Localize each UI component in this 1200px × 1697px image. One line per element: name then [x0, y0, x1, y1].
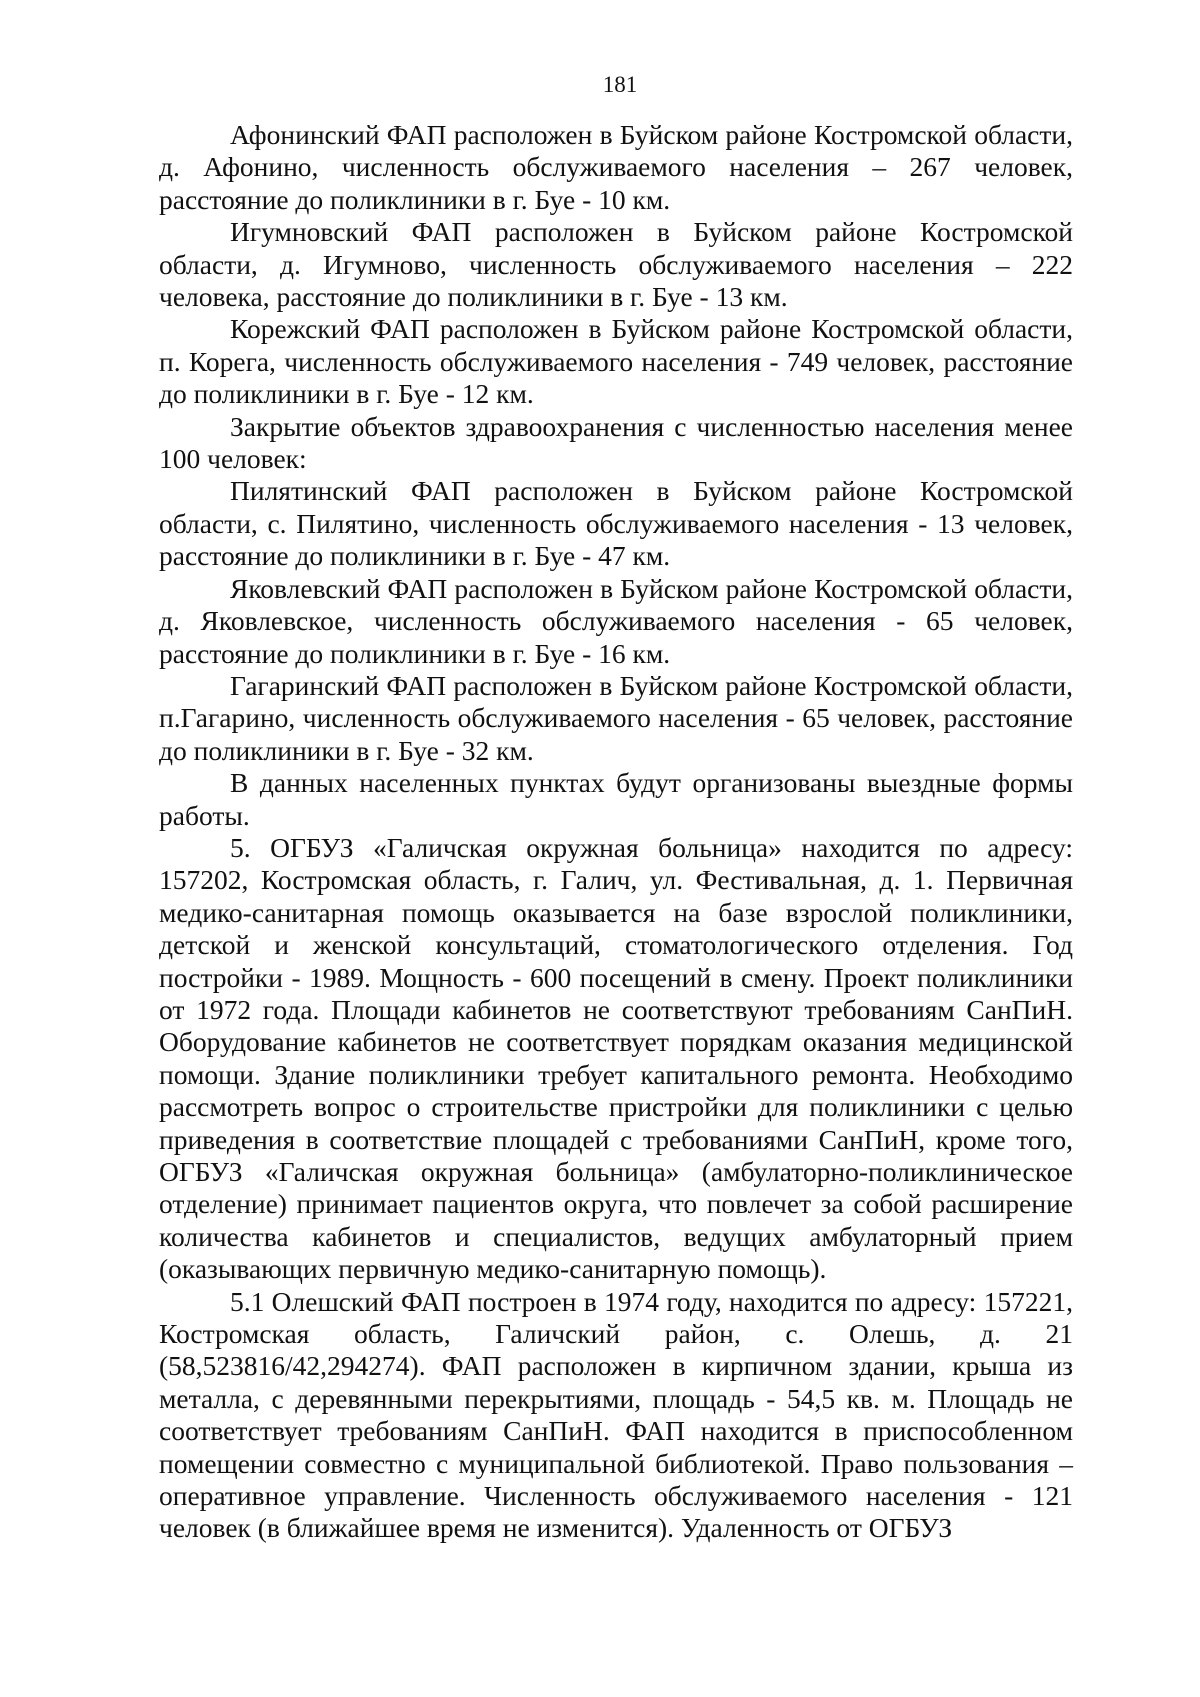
paragraph-outreach-note: В данных населенных пунктах будут организованы выездные формы работы. — [159, 767, 1073, 831]
paragraph-yakovlevskoe-fap: Яковлевский ФАП расположен в Буйском районе Костромской области, д. Яковлевское, численность обслуживаемого населения - 65 человек, расстояние до поликлиники в г. Буе - 16 км. — [159, 572, 1073, 669]
paragraph-gagarino-fap: Гагаринский ФАП расположен в Буйском районе Костромской области, п.Гагарино, численность обслуживаемого населения - 65 человек, расстояние до поликлиники в г. Буе - 32 км. — [159, 669, 1073, 766]
paragraph-igumnovo-fap: Игумновский ФАП расположен в Буйском районе Костромской области, д. Игумново, численность обслуживаемого населения – 222 человека, расстояние до поликлиники в г. Буе - 13 км. — [159, 216, 1073, 313]
page-number: 181 — [602, 72, 638, 97]
paragraph-closure-heading: Закрытие объектов здравоохранения с численностью населения менее 100 человек: — [159, 410, 1073, 475]
paragraph-galich-hospital: 5. ОГБУЗ «Галичская окружная больница» находится по адресу: 157202, Костромская область, г. Галич, ул. Фестивальная, д. 1. Первичная медико-санитарная помощь оказывается на базе взрослой поликлиники, детской и женской консультаций, стоматологического отделения. Год постройки - 1989. Мощность - 600 посещений в смену. Проект поликлиники от 1972 года. Площади кабинетов не соответствуют требованиям СанПиН. Оборудование кабинетов не соответствует порядкам оказания медицинской помощи. Здание поликлиники требует капитального ремонта. Необходимо рассмотреть вопрос о строительстве пристройки для поликлиники с целью приведения в соответствие площадей с требованиями СанПиН, кроме того, ОГБУЗ «Галичская окружная больница» (амбулаторно-поликлиническое отделение) принимает пациентов округа, что повлечет за собой расширение количества кабинетов и специалистов, ведущих амбулаторный прием (оказывающих первичную медико-санитарную помощь). — [159, 831, 1073, 1285]
document-body — [159, 119, 1073, 1545]
paragraph-korega-fap: Корежский ФАП расположен в Буйском районе Костромской области, п. Корега, численность обслуживаемого населения - 749 человек, расстояние до поликлиники в г. Буе - 12 км. — [159, 313, 1073, 410]
paragraph-oleshsky-fap: 5.1 Олешский ФАП построен в 1974 году, находится по адресу: 157221, Костромская область, Галичский район, с. Олешь, д. 21 (58,523816/42,294274). ФАП расположен в кирпичном здании, крыша из металла, с деревянными перекрытиями, площадь - 54,5 кв. м. Площадь не соответствует требованиям СанПиН. ФАП находится в приспособленном помещении совместно с муниципальной библиотекой. Право пользования – оперативное управление. Численность обслуживаемого населения - 121 человек (в ближайшее время не изменится). Удаленность от ОГБУЗ — [159, 1285, 1073, 1544]
paragraph-pilyatino-fap: Пилятинский ФАП расположен в Буйском районе Костромской области, с. Пилятино, численность обслуживаемого населения - 13 человек, расстояние до поликлиники в г. Буе - 47 км. — [159, 475, 1073, 572]
paragraph-afonino-fap: Афонинский ФАП расположен в Буйском районе Костромской области, д. Афонино, численность обслуживаемого населения – 267 человек, расстояние до поликлиники в г. Буе - 10 км. — [159, 119, 1073, 215]
